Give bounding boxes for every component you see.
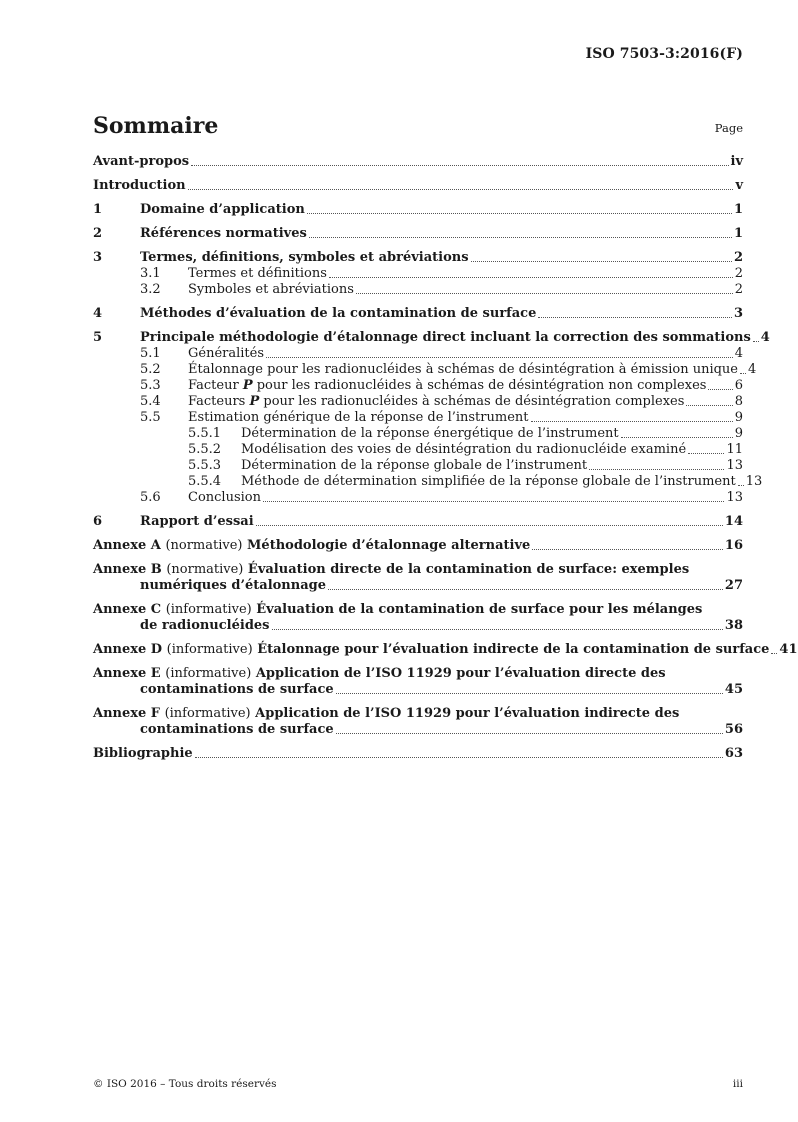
toc-entry-section-3-1[interactable]: 3.1 Termes et définitions 2 — [140, 266, 743, 281]
toc-entry-section-5-4[interactable]: 5.4 Facteurs P pour les radionucléides à schémas de désintégration complexes 8 — [140, 394, 743, 409]
toc-entry-annex-e[interactable]: Annexe E (informative) Application de l’ISO 11929 pour l’évaluation directe des contaminations de surface 45 — [93, 666, 743, 697]
leader-dots — [263, 500, 724, 502]
toc-entry-section-5-1[interactable]: 5.1 Généralités 4 — [140, 346, 743, 361]
toc-entry-section-5-5-4[interactable]: 5.5.4 Méthode de détermination simplifiée de la réponse globale de l’instrument 13 — [188, 474, 763, 489]
leader-dots — [686, 404, 732, 406]
leader-dots — [738, 484, 744, 486]
leader-dots — [188, 188, 734, 190]
toc-entry-section-3-2[interactable]: 3.2 Symboles et abréviations 2 — [140, 282, 743, 297]
toc-entry-section-5-5-2[interactable]: 5.5.2 Modélisation des voies de désintégration du radionucléide examiné 11 — [188, 442, 743, 457]
toc-entry-section-4[interactable]: 4 Méthodes d’évaluation de la contamination de surface 3 — [93, 306, 743, 321]
leader-dots — [191, 164, 728, 166]
leader-dots — [356, 292, 733, 294]
leader-dots — [708, 388, 732, 390]
toc-title: Sommaire — [93, 113, 219, 139]
copyright-notice: © ISO 2016 – Tous droits réservés — [93, 1078, 277, 1090]
toc-entry-section-5-5-1[interactable]: 5.5.1 Détermination de la réponse énergétique de l’instrument 9 — [188, 426, 743, 441]
leader-dots — [621, 436, 733, 438]
toc-entry-section-5-2[interactable]: 5.2 Étalonnage pour les radionucléides à schémas de désintégration à émission unique 4 — [140, 362, 757, 377]
toc-entry-section-2[interactable]: 2 Références normatives 1 — [93, 226, 743, 241]
toc-entry-annex-a[interactable]: Annexe A (normative) Méthodologie d’étalonnage alternative 16 — [93, 538, 743, 553]
page-column-label: Page — [714, 121, 743, 135]
leader-dots — [336, 692, 723, 694]
toc-entry-section-6[interactable]: 6 Rapport d’essai 14 — [93, 514, 743, 529]
leader-dots — [589, 468, 724, 470]
leader-dots — [531, 420, 733, 422]
toc-entry-section-5-6[interactable]: 5.6 Conclusion 13 — [140, 490, 743, 505]
document-header-code: ISO 7503-3:2016(F) — [585, 46, 743, 62]
toc-entry-avant-propos[interactable]: Avant-propos iv — [93, 154, 743, 169]
toc-entry-bibliography[interactable]: Bibliographie 63 — [93, 746, 743, 761]
leader-dots — [740, 372, 746, 374]
toc-entry-annex-d[interactable]: Annexe D (informative) Étalonnage pour l’évaluation indirecte de la contamination de surface 41 — [93, 642, 798, 657]
toc-entry-introduction[interactable]: Introduction v — [93, 178, 743, 193]
leader-dots — [471, 260, 732, 262]
page-number: iii — [732, 1078, 743, 1090]
toc-entry-annex-f[interactable]: Annexe F (informative) Application de l’ISO 11929 pour l’évaluation indirecte des contaminations de surface 56 — [93, 706, 743, 737]
toc-title-row — [93, 113, 743, 139]
toc-entry-section-1[interactable]: 1 Domaine d’application 1 — [93, 202, 743, 217]
table-of-contents — [93, 154, 798, 762]
toc-entry-section-5[interactable]: 5 Principale méthodologie d’étalonnage direct incluant la correction des sommations 4 — [93, 330, 770, 345]
symbol-p: P — [242, 378, 253, 393]
toc-entry-section-5-3[interactable]: 5.3 Facteur P pour les radionucléides à schémas de désintégration non complexes 6 — [140, 378, 743, 393]
leader-dots — [309, 236, 732, 238]
leader-dots — [256, 524, 723, 526]
symbol-p: P — [249, 394, 260, 409]
toc-entry-section-5-5-3[interactable]: 5.5.3 Détermination de la réponse globale de l’instrument 13 — [188, 458, 743, 473]
leader-dots — [336, 732, 723, 734]
leader-dots — [307, 212, 732, 214]
leader-dots — [266, 356, 733, 358]
leader-dots — [328, 588, 723, 590]
leader-dots — [532, 548, 723, 550]
leader-dots — [329, 276, 733, 278]
toc-entry-annex-b[interactable]: Annexe B (normative) Évaluation directe de la contamination de surface: exemples numériques d’étalonnage 27 — [93, 562, 743, 593]
leader-dots — [688, 452, 724, 454]
toc-entry-section-5-5[interactable]: 5.5 Estimation générique de la réponse de l’instrument 9 — [140, 410, 743, 425]
toc-entry-section-3[interactable]: 3 Termes, définitions, symboles et abréviations 2 — [93, 250, 743, 265]
leader-dots — [753, 340, 759, 342]
leader-dots — [272, 628, 723, 630]
leader-dots — [195, 756, 723, 758]
toc-entry-annex-c[interactable]: Annexe C (informative) Évaluation de la contamination de surface pour les mélanges de radionucléides 38 — [93, 602, 743, 633]
leader-dots — [771, 652, 777, 654]
leader-dots — [538, 316, 732, 318]
